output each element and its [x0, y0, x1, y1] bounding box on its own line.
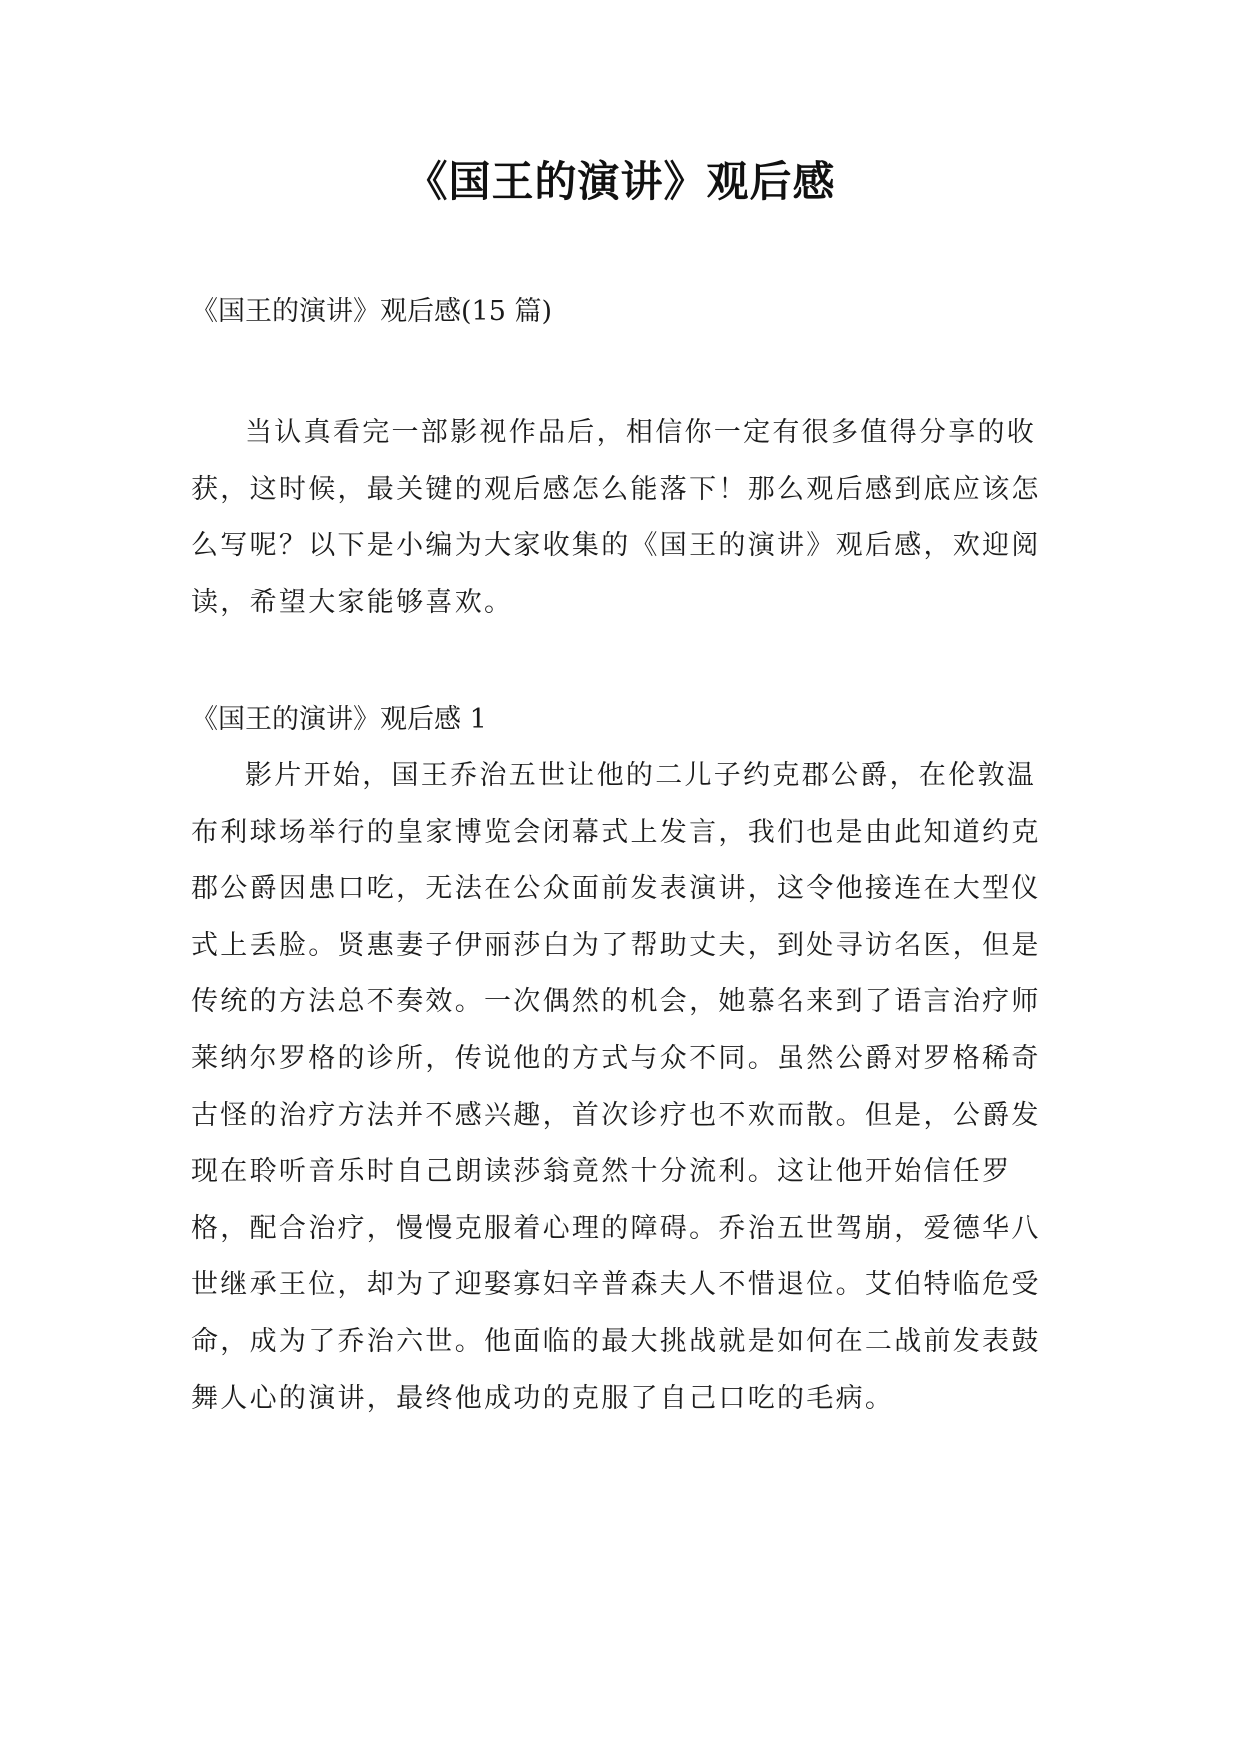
- intro-paragraph: 当认真看完一部影视作品后，相信你一定有很多值得分享的收获，这时候，最关键的观后感怎么能落下！那么观后感到底应该怎么写呢？以下是小编为大家收集的《国王的演讲》观后感，欢迎阅读，希望大家能够喜欢。: [191, 417, 1041, 618]
- section-heading: 《国王的演讲》观后感 1: [191, 704, 487, 735]
- document-subtitle: 《国王的演讲》观后感(15 篇): [191, 296, 553, 327]
- document-title: 《国王的演讲》观后感: [405, 157, 836, 206]
- section-body: 影片开始，国王乔治五世让他的二儿子约克郡公爵，在伦敦温布利球场举行的皇家博览会闭幕式上发言，我们也是由此知道约克郡公爵因患口吃，无法在公众面前发表演讲，这令他接连在大型仪式上丢脸。贤惠妻子伊丽莎白为了帮助丈夫，到处寻访名医，但是传统的方法总不奏效。一次偶然的机会，她慕名来到了语言治疗师莱纳尔罗格的诊所，传说他的方式与众不同。虽然公爵对罗格稀奇古怪的治疗方法并不感兴趣，首次诊疗也不欢而散。但是，公爵发现在聆听音乐时自己朗读莎翁竟然十分流利。这让他开始信任罗格，配合治疗，慢慢克服着心理的障碍。乔治五世驾崩，爱德华八世继承王位，却为了迎娶寡妇辛普森夫人不惜退位。艾伯特临危受命，成为了乔治六世。他面临的最大挑战就是如何在二战前发表鼓舞人心的演讲，最终他成功的克服了自己口吃的毛病。: [191, 760, 1041, 1414]
